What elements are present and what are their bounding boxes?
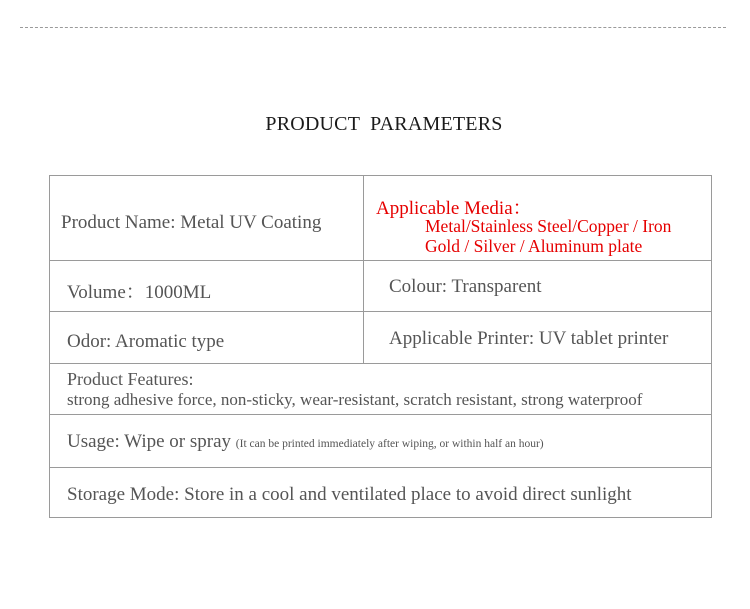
odor-cell: Odor: Aromatic type [67,331,225,352]
row-divider [50,414,711,415]
usage-cell [67,431,544,453]
usage-note: (It can be printed immediately after wiping, or within half an hour) [235,438,544,450]
applicable-printer-cell: Applicable Printer: UV tablet printer [389,328,669,349]
row-divider [50,311,711,312]
storage-mode-cell: Storage Mode: Store in a cool and ventilated place to avoid direct sunlight [67,484,632,505]
colour-cell: Colour: Transparent [389,276,542,297]
product-features-text: strong adhesive force, non-sticky, wear-resistant, scratch resistant, strong waterproof [67,390,643,409]
usage-label: Usage: Wipe or spray [67,431,232,452]
top-dashed-divider [20,27,726,28]
row-divider [50,363,711,364]
applicable-media-line-2: Gold / Silver / Aluminum plate [425,236,643,256]
page-title: PRODUCT PARAMETERS [265,113,503,135]
applicable-media-line-1: Metal/Stainless Steel/Copper / Iron [425,216,672,236]
volume-cell: Volume：1000ML [67,282,212,303]
row-divider [50,467,711,468]
applicable-media-label: Applicable Media： [376,198,532,219]
column-divider [363,176,364,363]
product-parameters-table [49,175,712,518]
product-name-cell: Product Name: Metal UV Coating [61,212,322,233]
product-features-label: Product Features: [67,369,194,389]
row-divider [50,260,711,261]
